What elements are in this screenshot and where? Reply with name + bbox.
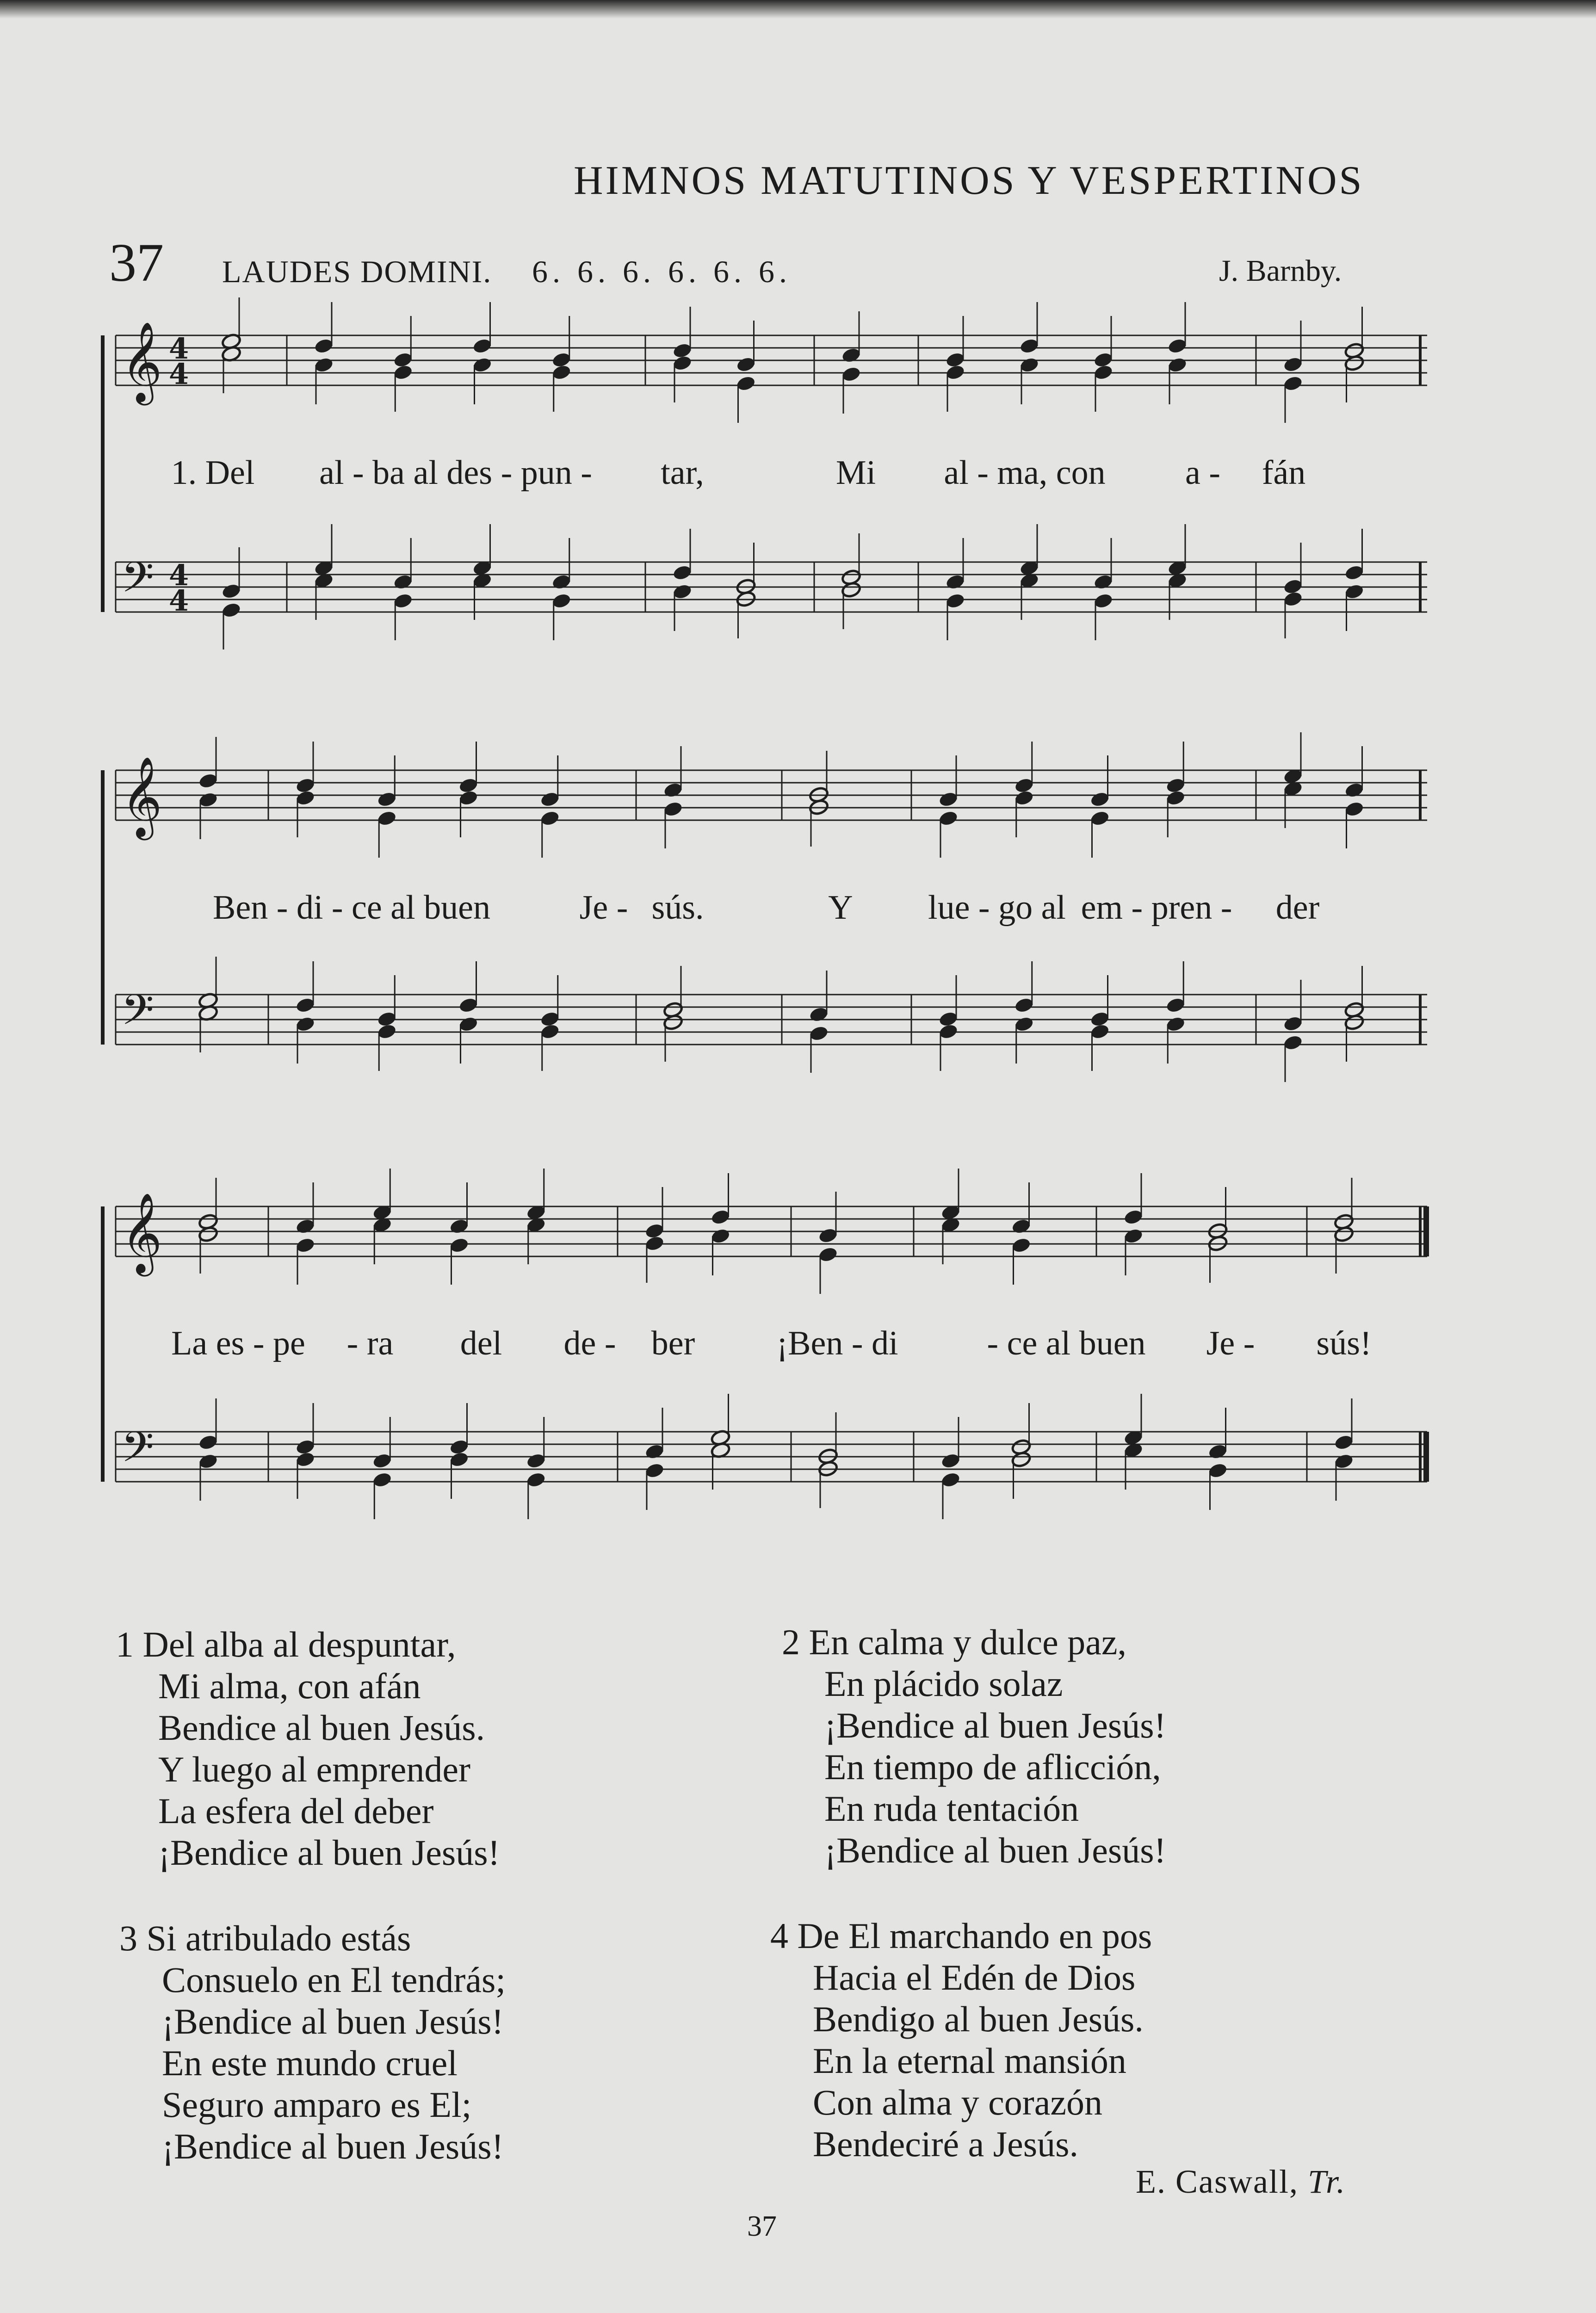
verse-number: 2 — [782, 1622, 800, 1662]
verse-line: Hacia el Edén de Dios — [813, 1957, 1136, 1998]
verse-line — [116, 1624, 500, 1665]
verse-line: Consuelo en El tendrás; — [162, 1960, 506, 2000]
verse-2 — [782, 1621, 1166, 1871]
lyric: tar, — [661, 454, 704, 492]
verse-3 — [119, 1917, 506, 2167]
verse-line: Bendeciré a Jesús. — [813, 2124, 1078, 2164]
treble-clef-icon: 𝄞 — [121, 322, 162, 402]
lyric: sús! — [1316, 1324, 1372, 1362]
verse-line: En plácido solaz — [824, 1664, 1063, 1704]
verse-1 — [116, 1624, 500, 1874]
verse-line: En la eternal mansión — [813, 2041, 1126, 2081]
lyric: Mi — [835, 454, 876, 492]
verse-line: En este mundo cruel — [162, 2043, 458, 2083]
lyric: Ben - di - ce al buen — [213, 889, 490, 927]
lyric: ber — [651, 1324, 695, 1362]
time-signature: 4 — [169, 558, 189, 592]
verse-text: De El marchando en pos — [797, 1916, 1152, 1956]
time-signature: 4 — [169, 584, 189, 618]
verse-4 — [770, 1915, 1152, 2165]
tune-name: LAUDES DOMINI. — [222, 254, 492, 289]
verse-line: Bendice al buen Jesús. — [158, 1707, 485, 1748]
verse-text: Del alba al despuntar, — [142, 1624, 456, 1664]
lyric: 1. Del — [171, 454, 255, 492]
verse-line: La esfera del deber — [158, 1791, 434, 1831]
verse-number: 4 — [770, 1916, 788, 1956]
final-barline — [1423, 1432, 1429, 1482]
lyric: sús. — [651, 889, 704, 927]
translator-credit — [1136, 2163, 1346, 2201]
lyric: der — [1275, 889, 1320, 927]
verse-text: Si atribulado estás — [146, 1918, 411, 1958]
lyrics-system-2 — [0, 888, 1596, 934]
verse-line: Seguro amparo es El; — [162, 2084, 472, 2125]
bass-clef-icon: 𝄢 — [121, 553, 154, 612]
verse-line — [770, 1915, 1152, 1957]
lyric: Y — [828, 889, 853, 927]
time-signature: 4 — [169, 332, 189, 365]
verse-text: En calma y dulce paz, — [809, 1622, 1126, 1662]
time-signature: 4 — [169, 357, 189, 391]
lyric: La es - pe — [171, 1324, 305, 1362]
lyric: - ra — [346, 1324, 394, 1362]
lyric: fán — [1262, 454, 1306, 492]
lyric: Je - — [1206, 1324, 1255, 1362]
lyric: Je - — [579, 889, 628, 927]
verse-line: Con alma y corazón — [813, 2082, 1102, 2122]
lyrics-system-1 — [0, 453, 1596, 500]
bass-clef-icon: 𝄢 — [121, 1422, 154, 1482]
lyric: al - ma, con — [944, 454, 1106, 492]
verse-line: ¡Bendice al buen Jesús! — [824, 1705, 1166, 1745]
lyric: del — [460, 1324, 502, 1362]
lyric: al - ba al des - pun - — [319, 454, 592, 492]
verse-line: ¡Bendice al buen Jesús! — [162, 2001, 504, 2041]
verse-line: Bendigo al buen Jesús. — [813, 1999, 1144, 2039]
lyric: lue - go al — [928, 889, 1066, 927]
lyric: de - — [563, 1324, 616, 1362]
translator-role: Tr. — [1307, 2163, 1347, 2200]
translator-name: E. Caswall, — [1136, 2163, 1299, 2200]
verse-line: ¡Bendice al buen Jesús! — [162, 2126, 504, 2166]
lyric: ¡Ben - di — [776, 1324, 898, 1362]
running-head: HIMNOS MATUTINOS Y VESPERTINOS — [574, 158, 1364, 203]
verse-line: Y luego al emprender — [158, 1749, 470, 1789]
lyric: - ce al buen — [987, 1324, 1146, 1362]
verse-line: En ruda tentación — [824, 1788, 1079, 1829]
page-number: 37 — [747, 2209, 777, 2242]
treble-clef-icon: 𝄞 — [121, 756, 162, 837]
final-barline — [1423, 1206, 1429, 1256]
verse-number: 1 — [116, 1624, 134, 1664]
verse-line: En tiempo de aflicción, — [824, 1747, 1161, 1787]
treble-clef-icon: 𝄞 — [121, 1193, 162, 1273]
verse-number: 3 — [119, 1918, 137, 1958]
tune-meter: 6. 6. 6. 6. 6. 6. — [532, 254, 792, 289]
lyric: a - — [1185, 454, 1220, 492]
lyrics-system-3 — [0, 1324, 1596, 1370]
verse-line — [119, 1917, 506, 1959]
verse-line: ¡Bendice al buen Jesús! — [158, 1832, 500, 1873]
verse-line — [782, 1621, 1166, 1663]
composer: J. Barnby. — [1219, 254, 1342, 288]
verse-line: Mi alma, con afán — [158, 1666, 421, 1706]
hymn-number: 37 — [109, 232, 164, 293]
lyric: em - pren - — [1081, 889, 1232, 927]
verse-line: ¡Bendice al buen Jesús! — [824, 1830, 1166, 1870]
bass-clef-icon: 𝄢 — [121, 985, 154, 1045]
